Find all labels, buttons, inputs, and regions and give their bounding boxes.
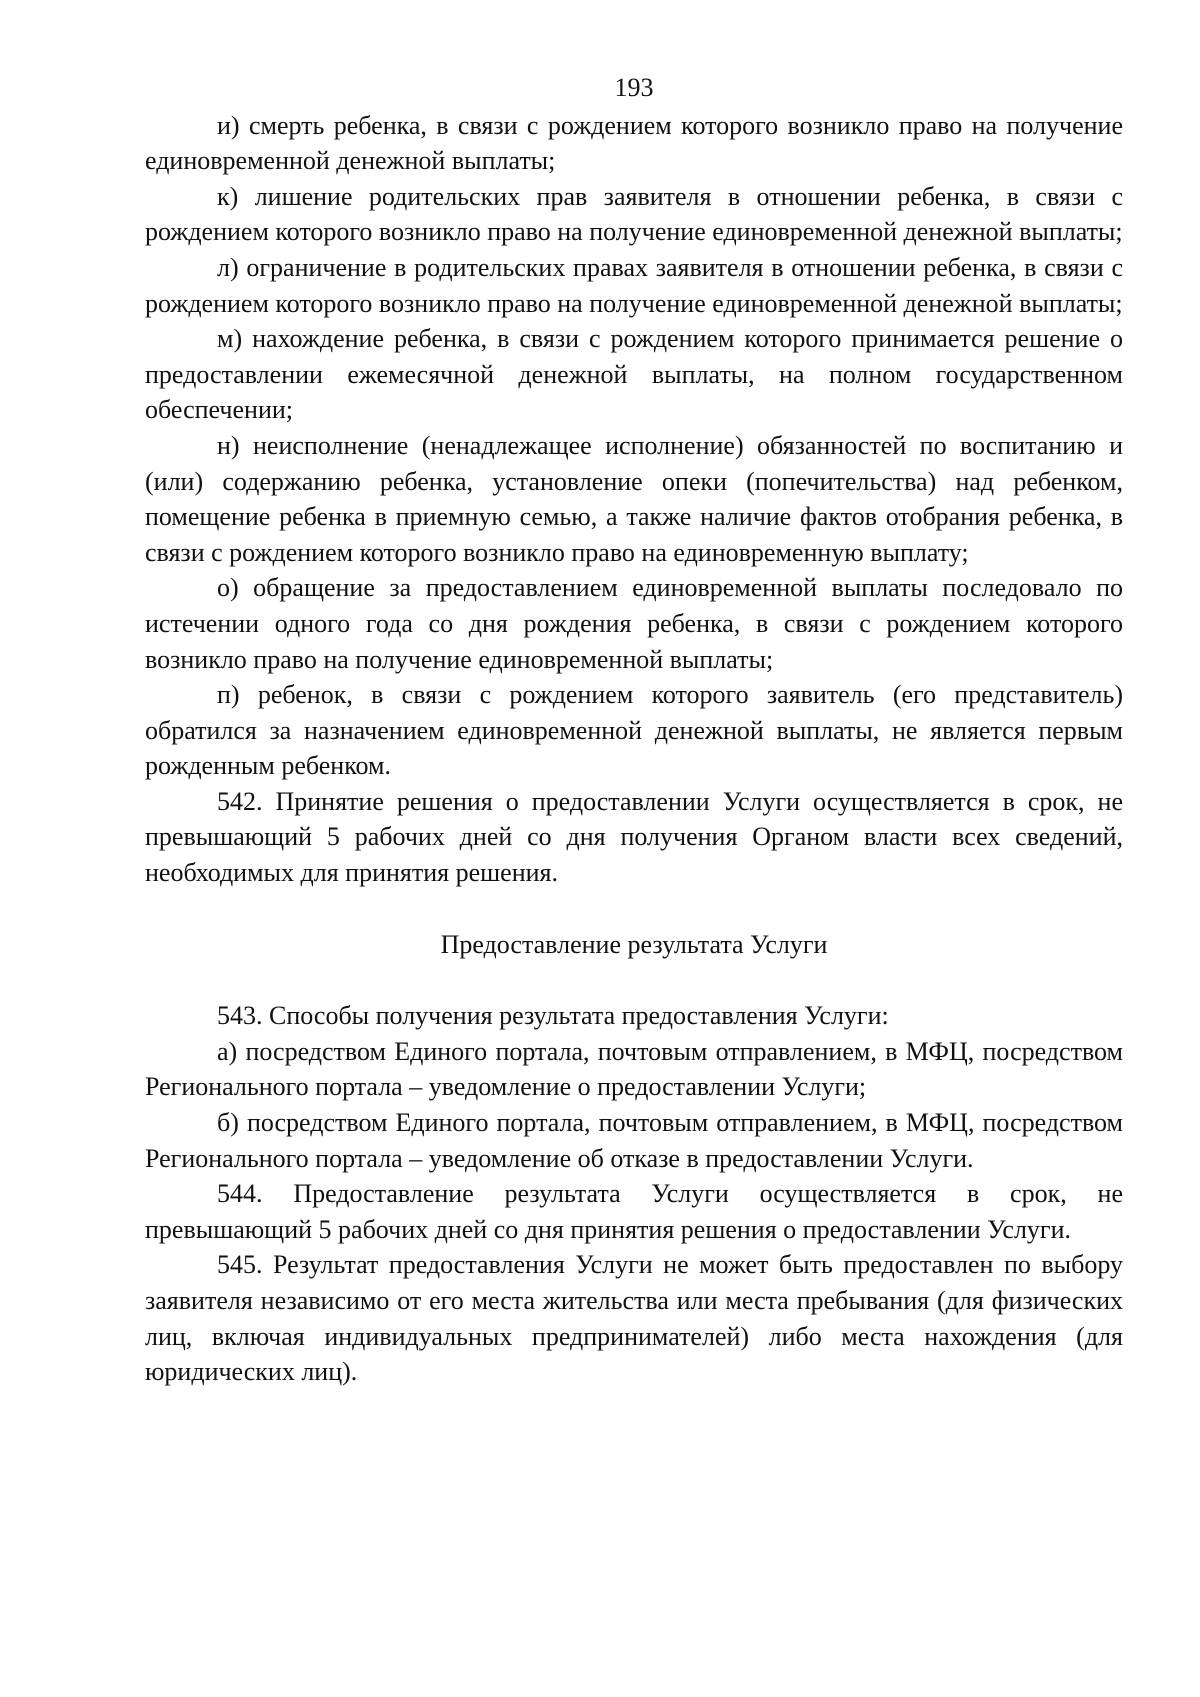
clause-543: 543. Способы получения результата предоставления Услуги: <box>217 1001 889 1031</box>
item-k-deprivation-of-parental-rights: к) лишение родительских прав заявителя в отношении ребенка, в связи с рождением которого возникло право на получение единовременной денежной выплаты; <box>145 181 1123 247</box>
clause-542: 542. Принятие решения о предоставлении Услуги осуществляется в срок, не превышающий 5 рабочих дней со дня получения Органом власти всех сведений, необходимых для принятия решения. <box>145 786 1123 888</box>
item-m-full-state-support: м) нахождение ребенка, в связи с рождением которого принимается решение о предоставлении ежемесячной денежной выплаты, на полном государственном обеспечении; <box>145 324 1123 425</box>
clause-544: 544. Предоставление результата Услуги осуществляется в срок, не превышающий 5 рабочих дней со дня принятия решения о предоставлении Услуги. <box>145 1179 1123 1244</box>
item-b-notification-of-refusal: б) посредством Единого портала, почтовым отправлением, в МФЦ, посредством Регионального портала – уведомление об отказе в предоставлении Услуги. <box>145 1108 1123 1173</box>
section-heading: Предоставление результата Услуги <box>440 929 828 959</box>
item-a-notification-of-provision: а) посредством Единого портала, почтовым отправлением, в МФЦ, посредством Регионального портала – уведомление о предоставлении Услуги; <box>145 1036 1123 1102</box>
item-n-failure-of-duties: н) неисполнение (ненадлежащее исполнение) обязанностей по воспитанию и (или) содержанию ребенка, установление опеки (попечительства) над ребенком, помещение ребенка в приемную семью, а также наличие фактов отобрания ребенка, в связи с рождением которого возникло право на единовременную выплату; <box>145 430 1123 567</box>
item-p-not-first-born: п) ребенок, в связи с рождением которого заявитель (его представитель) обратился за назначением единовременной денежной выплаты, не является первым рожденным ребенком. <box>145 680 1123 781</box>
clause-545: 545. Результат предоставления Услуги не может быть предоставлен по выбору заявителя независимо от его места жительства или места пребывания (для физических лиц, включая индивидуальных предпринимателей) либо места нахождения (для юридических лиц). <box>145 1250 1123 1387</box>
page-number: 193 <box>614 73 654 102</box>
item-l-restriction-of-parental-rights: л) ограничение в родительских правах заявителя в отношении ребенка, в связи с рождением которого возникло право на получение единовременной денежной выплаты; <box>145 252 1123 318</box>
item-o-late-application: о) обращение за предоставлением единовременной выплаты последовало по истечении одного года со дня рождения ребенка, в связи с рождением которого возникло право на получение единовременной выплаты; <box>145 573 1123 674</box>
item-i-child-death: и) смерть ребенка, в связи с рождением которого возникло право на получение единовременной денежной выплаты; <box>145 110 1123 176</box>
document-page <box>145 70 1123 1390</box>
